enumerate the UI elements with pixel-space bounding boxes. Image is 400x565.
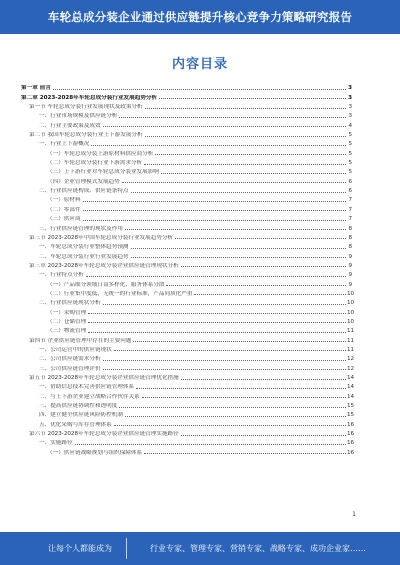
footer-divider: [126, 538, 127, 559]
toc-entry[interactable]: [21, 185, 352, 194]
toc-entry-page: 5: [348, 160, 352, 167]
toc-entry-text: 一、行业市场规模及供应链分析: [39, 113, 118, 120]
toc-entry-text: 二、行业供应链现状分析: [39, 300, 101, 307]
toc-entry-text: 二、车轮总成分装行业行业发展趋势: [39, 253, 129, 260]
toc-entry-page: 10: [347, 290, 355, 297]
toc-leader-dots: [75, 443, 346, 445]
toc-entry-page: 3: [348, 113, 352, 120]
toc-entry-page: 7: [348, 197, 352, 204]
toc-entry[interactable]: [21, 362, 355, 372]
toc-entry[interactable]: [21, 166, 352, 175]
toc-leader-dots: [131, 247, 346, 249]
toc-entry-text: （三）物流管理: [47, 328, 87, 335]
toc-entry-text: 二、与上下游企业建立战略合作伙伴关系: [39, 393, 140, 400]
toc-heading: 内容目录: [171, 57, 228, 72]
toc-entry-text: 三、提高供应链协调性和透明度: [39, 403, 118, 410]
toc-leader-dots: [119, 406, 346, 408]
toc-leader-dots: [155, 153, 346, 155]
toc-entry[interactable]: [21, 232, 352, 241]
toc-entry[interactable]: [21, 260, 352, 269]
toc-leader-dots: [144, 163, 346, 165]
toc-entry-text: 一、车轮总成分装行业整体趋势预测: [39, 244, 129, 251]
table-of-contents: [21, 82, 355, 456]
toc-entry-page: 9: [348, 253, 352, 260]
toc-entry[interactable]: [21, 147, 352, 156]
toc-leader-dots: [194, 293, 346, 295]
toc-entry-text: （二）行业集中度低，无统一的行业标准，产品同质化严重: [47, 290, 193, 297]
toc-entry-page: 14: [347, 384, 355, 391]
toc-entry-text: 第二章 2023-2028年车轮总成分装行业发展趋势分析: [21, 94, 158, 101]
toc-leader-dots: [166, 284, 346, 286]
toc-entry-page: 11: [347, 337, 355, 344]
toc-entry-page: 5: [348, 150, 352, 157]
toc-entry-page: 3: [348, 104, 352, 111]
toc-entry-text: 三、公司供应链管理评价: [39, 365, 101, 372]
toc-entry[interactable]: [21, 91, 352, 100]
toc-leader-dots: [133, 340, 346, 342]
toc-leader-dots: [145, 107, 346, 109]
toc-leader-dots: [103, 303, 346, 305]
toc-entry-page: 4: [348, 122, 352, 129]
toc-entry-page: 16: [347, 431, 355, 438]
toc-entry[interactable]: [21, 400, 355, 410]
report-title: 车轮总成分装企业通过供应链提升核心竞争力策略研究报告: [47, 10, 353, 24]
toc-entry-page: 5: [348, 169, 352, 176]
toc-entry-text: 四、建立健全供应链风险防控机制: [39, 412, 123, 419]
toc-entry-page: 14: [347, 393, 355, 400]
toc-entry-text: 二、行业主要政策及成效: [39, 122, 101, 129]
page-number: 1: [352, 511, 356, 518]
footer-slogan-left: 让每个人都能成为: [48, 544, 112, 553]
toc-entry-text: （一）供应链战略规划与组织保障体系: [47, 449, 143, 456]
toc-entry-text: （一）产品细分领域日益多样化、服务体系分散: [47, 281, 165, 288]
toc-entry-text: 第一节 车轮总成分装行业发展现状及政策分析: [29, 104, 143, 111]
toc-entry-page: 8: [348, 244, 352, 251]
toc-entry-page: 10: [347, 318, 355, 325]
toc-entry[interactable]: [21, 203, 352, 212]
toc-entry-text: 第六节 2023-2028年车轮总成分装企业供应链管理实施路径: [29, 431, 179, 438]
toc-leader-dots: [122, 181, 346, 183]
footer-slogan-right: 行业专家、管理专家、营销专家、战略专家、成功企业家……: [150, 544, 366, 553]
toc-entry-page: 12: [347, 356, 355, 363]
toc-entry-page: 8: [348, 225, 352, 232]
toc-leader-dots: [88, 331, 346, 333]
toc-entry-text: （一）车轮总成分装上游原材料供应商分析: [47, 150, 154, 157]
toc-entry-text: 第二节 我国车轮总成分装行业上下游发展分析: [29, 132, 143, 139]
toc-entry[interactable]: [21, 278, 352, 287]
toc-entry[interactable]: [21, 101, 352, 110]
toc-entry[interactable]: [21, 390, 355, 400]
footer-banner: [0, 532, 400, 565]
toc-entry-page: 5: [348, 132, 352, 139]
toc-leader-dots: [114, 349, 346, 351]
toc-entry-page: 3: [348, 85, 352, 92]
toc-entry-text: （二）车轮总成分装行业下游需求分析: [47, 160, 143, 167]
toc-entry[interactable]: [21, 157, 352, 166]
toc-entry[interactable]: [21, 222, 352, 231]
toc-leader-dots: [131, 256, 346, 258]
toc-entry-page: 6: [348, 178, 352, 185]
toc-leader-dots: [88, 312, 346, 314]
toc-entry[interactable]: [21, 110, 352, 119]
toc-entry-page: 14: [347, 375, 355, 381]
toc-leader-dots: [125, 228, 346, 230]
toc-entry-page: 15: [347, 412, 355, 419]
toc-entry-text: 第五节 2023-2028年车轮总成分装企业供应链管理优化措施: [29, 375, 179, 381]
toc-entry[interactable]: [21, 353, 355, 363]
toc-entry[interactable]: [21, 297, 355, 307]
toc-entry[interactable]: [21, 418, 355, 428]
toc-leader-dots: [91, 144, 346, 146]
toc-leader-dots: [125, 415, 346, 417]
toc-entry-page: 7: [348, 206, 352, 213]
toc-leader-dots: [103, 368, 346, 370]
toc-entry-page: 9: [348, 272, 352, 279]
toc-entry-text: （一）原材料: [47, 197, 81, 204]
toc-entry[interactable]: [21, 175, 352, 184]
toc-entry-page: 12: [347, 365, 355, 372]
toc-entry-text: （一）采购管理: [47, 309, 87, 316]
toc-leader-dots: [114, 424, 346, 426]
toc-leader-dots: [83, 209, 346, 211]
toc-entry[interactable]: [21, 334, 355, 344]
toc-entry-text: （三）上下游行业对车轮总成分装业发展影响: [47, 169, 159, 176]
toc-entry-page: 15: [347, 403, 355, 410]
toc-entry-text: （二）零部件: [47, 206, 81, 213]
toc-entry-text: 一、实施路径: [39, 440, 73, 447]
toc-leader-dots: [119, 116, 346, 118]
toc-entry-page: 8: [348, 234, 352, 241]
toc-entry-page: 7: [348, 216, 352, 223]
toc-leader-dots: [83, 219, 346, 221]
toc-entry[interactable]: [21, 344, 355, 353]
toc-entry[interactable]: [21, 316, 355, 325]
toc-entry-page: 16: [347, 440, 355, 447]
toc-entry[interactable]: [21, 372, 355, 381]
toc-entry[interactable]: [21, 325, 355, 335]
toc-entry[interactable]: [21, 82, 352, 91]
toc-leader-dots: [181, 378, 346, 380]
toc-entry-page: 9: [348, 281, 352, 288]
toc-entry[interactable]: [21, 194, 352, 203]
toc-leader-dots: [144, 452, 346, 454]
toc-entry[interactable]: [21, 138, 352, 147]
toc-entry-text: 第三章 2023-2028年车轮总成分装企业供应链管理现状分析: [29, 262, 179, 269]
toc-leader-dots: [181, 434, 346, 436]
toc-entry-text: 二、行业供应链构成、供应链条特点: [39, 188, 129, 195]
toc-entry-text: （二）仓储管理: [47, 318, 87, 325]
toc-entry-text: 三、行业供应链管理的现状及作用: [39, 225, 123, 232]
toc-entry-text: 一、行业特点分析: [39, 272, 84, 279]
toc-leader-dots: [159, 97, 346, 99]
toc-entry[interactable]: [21, 306, 355, 316]
toc-entry-text: 第四节 企业供应链管理中存在的主要问题: [29, 337, 132, 344]
toc-leader-dots: [103, 125, 346, 127]
toc-entry[interactable]: [21, 241, 352, 250]
toc-leader-dots: [145, 135, 346, 137]
toc-leader-dots: [103, 359, 346, 361]
toc-leader-dots: [136, 387, 346, 389]
toc-entry[interactable]: [21, 119, 352, 128]
toc-leader-dots: [53, 88, 346, 90]
toc-entry-page: 10: [347, 300, 355, 307]
toc-entry-text: （三）供应商: [47, 216, 81, 223]
toc-entry-page: 6: [348, 188, 352, 195]
header-banner: [0, 0, 400, 34]
toc-entry-text: （四）企业管理模式发展趋势: [47, 178, 120, 185]
toc-entry[interactable]: [21, 269, 352, 278]
toc-entry[interactable]: [21, 213, 352, 222]
toc-entry-page: 11: [347, 328, 355, 335]
toc-entry[interactable]: [21, 446, 355, 456]
toc-leader-dots: [83, 200, 346, 202]
toc-leader-dots: [181, 265, 346, 267]
toc-entry-page: 16: [347, 421, 355, 428]
toc-entry-page: 10: [347, 309, 355, 316]
toc-entry-text: 一、公司运营中的供应链现状: [39, 346, 112, 353]
toc-entry-text: 一、借助信息技术完善供应链管理体系: [39, 384, 135, 391]
toc-leader-dots: [88, 321, 346, 323]
toc-entry[interactable]: [21, 288, 355, 297]
toc-entry-page: 16: [347, 449, 355, 456]
toc-leader-dots: [175, 237, 346, 239]
toc-entry[interactable]: [21, 381, 355, 391]
toc-entry[interactable]: [21, 409, 355, 419]
toc-entry-text: 一、行业上下游概况: [39, 141, 90, 148]
toc-entry[interactable]: [21, 250, 352, 259]
toc-entry-page: 5: [348, 141, 352, 148]
toc-entry-text: 五、优化采购与库存管理体系: [39, 421, 112, 428]
toc-entry-page: 9: [348, 262, 352, 269]
toc-leader-dots: [86, 275, 346, 277]
toc-leader-dots: [142, 396, 346, 398]
toc-entry[interactable]: [21, 129, 352, 138]
toc-entry-text: 第三节 2023-2028年中国车轮总成分装行业发展趋势分析: [29, 234, 174, 241]
toc-leader-dots: [131, 191, 346, 193]
toc-entry-text: 第一章 前言: [21, 85, 51, 92]
toc-entry-text: 二、公司供应链需求分析: [39, 356, 101, 363]
toc-leader-dots: [161, 172, 346, 174]
toc-entry[interactable]: [21, 428, 355, 438]
toc-entry[interactable]: [21, 437, 355, 447]
toc-entry-page: 11: [347, 346, 355, 353]
toc-entry-page: 3: [348, 94, 352, 101]
